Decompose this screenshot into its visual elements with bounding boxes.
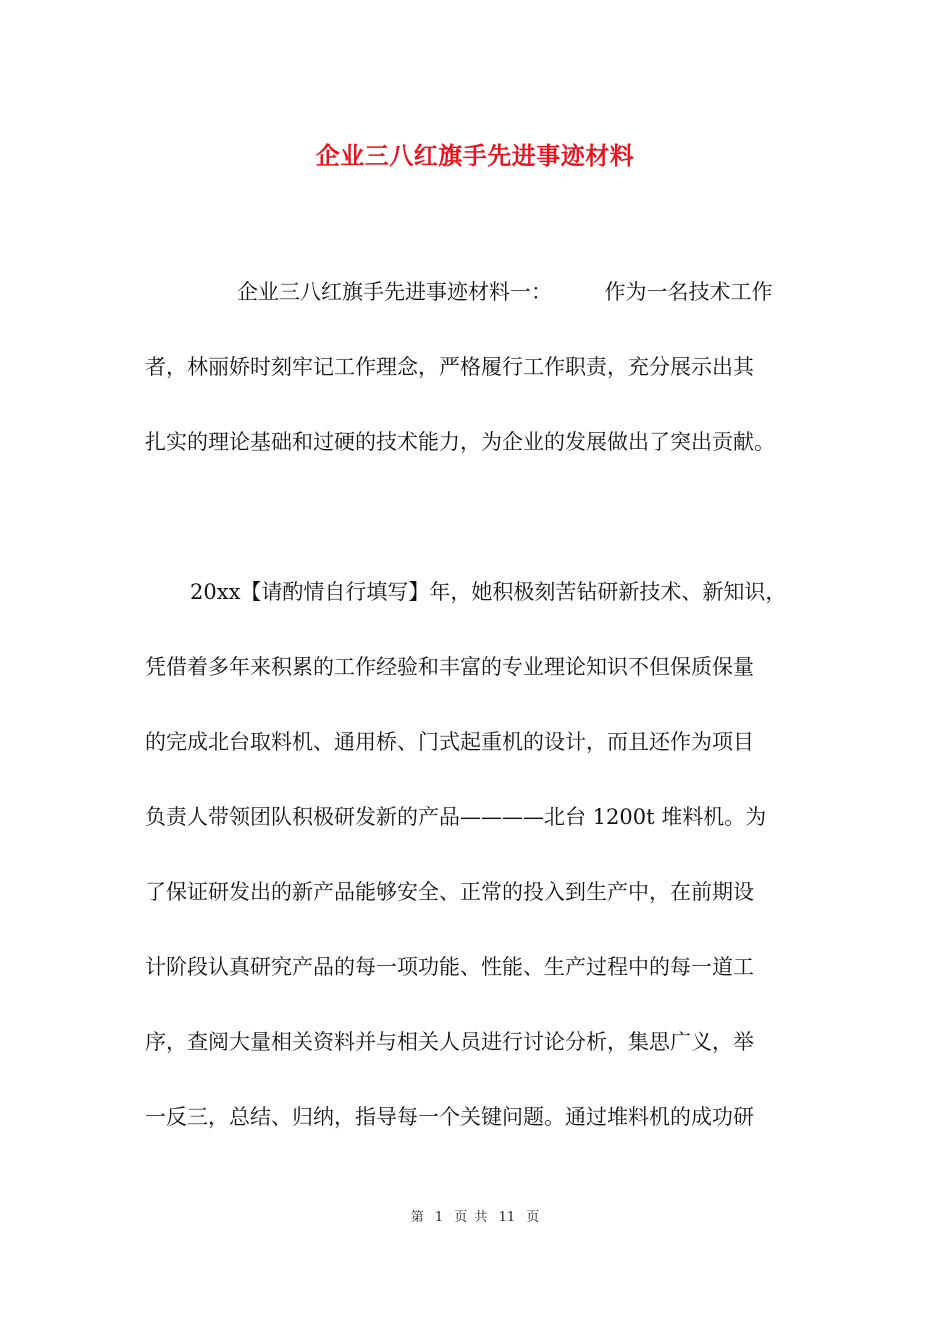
paragraph-line: 扎实的理论基础和过硬的技术能力，为企业的发展做出了突出贡献。 [145, 430, 775, 454]
document-title: 企业三八红旗手先进事迹材料 [315, 141, 635, 170]
footer-middle: 页 共 [454, 1210, 488, 1225]
paragraph-line: 计阶段认真研究产品的每一项功能、性能、生产过程中的每一道工 [145, 955, 754, 979]
paragraph-line: 序，查阅大量相关资料并与相关人员进行讨论分析，集思广义，举 [145, 1030, 754, 1054]
footer-prefix: 第 [410, 1210, 424, 1225]
paragraph-line: 20xx【请酌情自行填写】年，她积极刻苦钻研新技术、新知识， [190, 580, 787, 604]
paragraph-line: 的完成北台取料机、通用桥、门式起重机的设计，而且还作为项目 [145, 730, 754, 754]
paragraph-line: 负责人带领团队积极研发新的产品————北台 1200t 堆料机。为 [145, 805, 767, 829]
current-page-number: 1 [434, 1210, 444, 1225]
paragraph-line: 者，林丽娇时刻牢记工作理念，严格履行工作职责，充分展示出其 [145, 355, 754, 379]
paragraph-line: 了保证研发出的新产品能够安全、正常的投入到生产中，在前期设 [145, 880, 754, 904]
paragraph-line: 一反三，总结、归纳，指导每一个关键问题。通过堆料机的成功研 [145, 1105, 754, 1129]
paragraph-line: 企业三八红旗手先进事迹材料一： 作为一名技术工作 [237, 280, 773, 304]
paragraph-line: 凭借着多年来积累的工作经验和丰富的专业理论知识不但保质保量 [145, 655, 754, 679]
footer-suffix: 页 [526, 1210, 540, 1225]
total-page-count: 11 [498, 1210, 516, 1225]
page-footer [0, 1206, 950, 1225]
